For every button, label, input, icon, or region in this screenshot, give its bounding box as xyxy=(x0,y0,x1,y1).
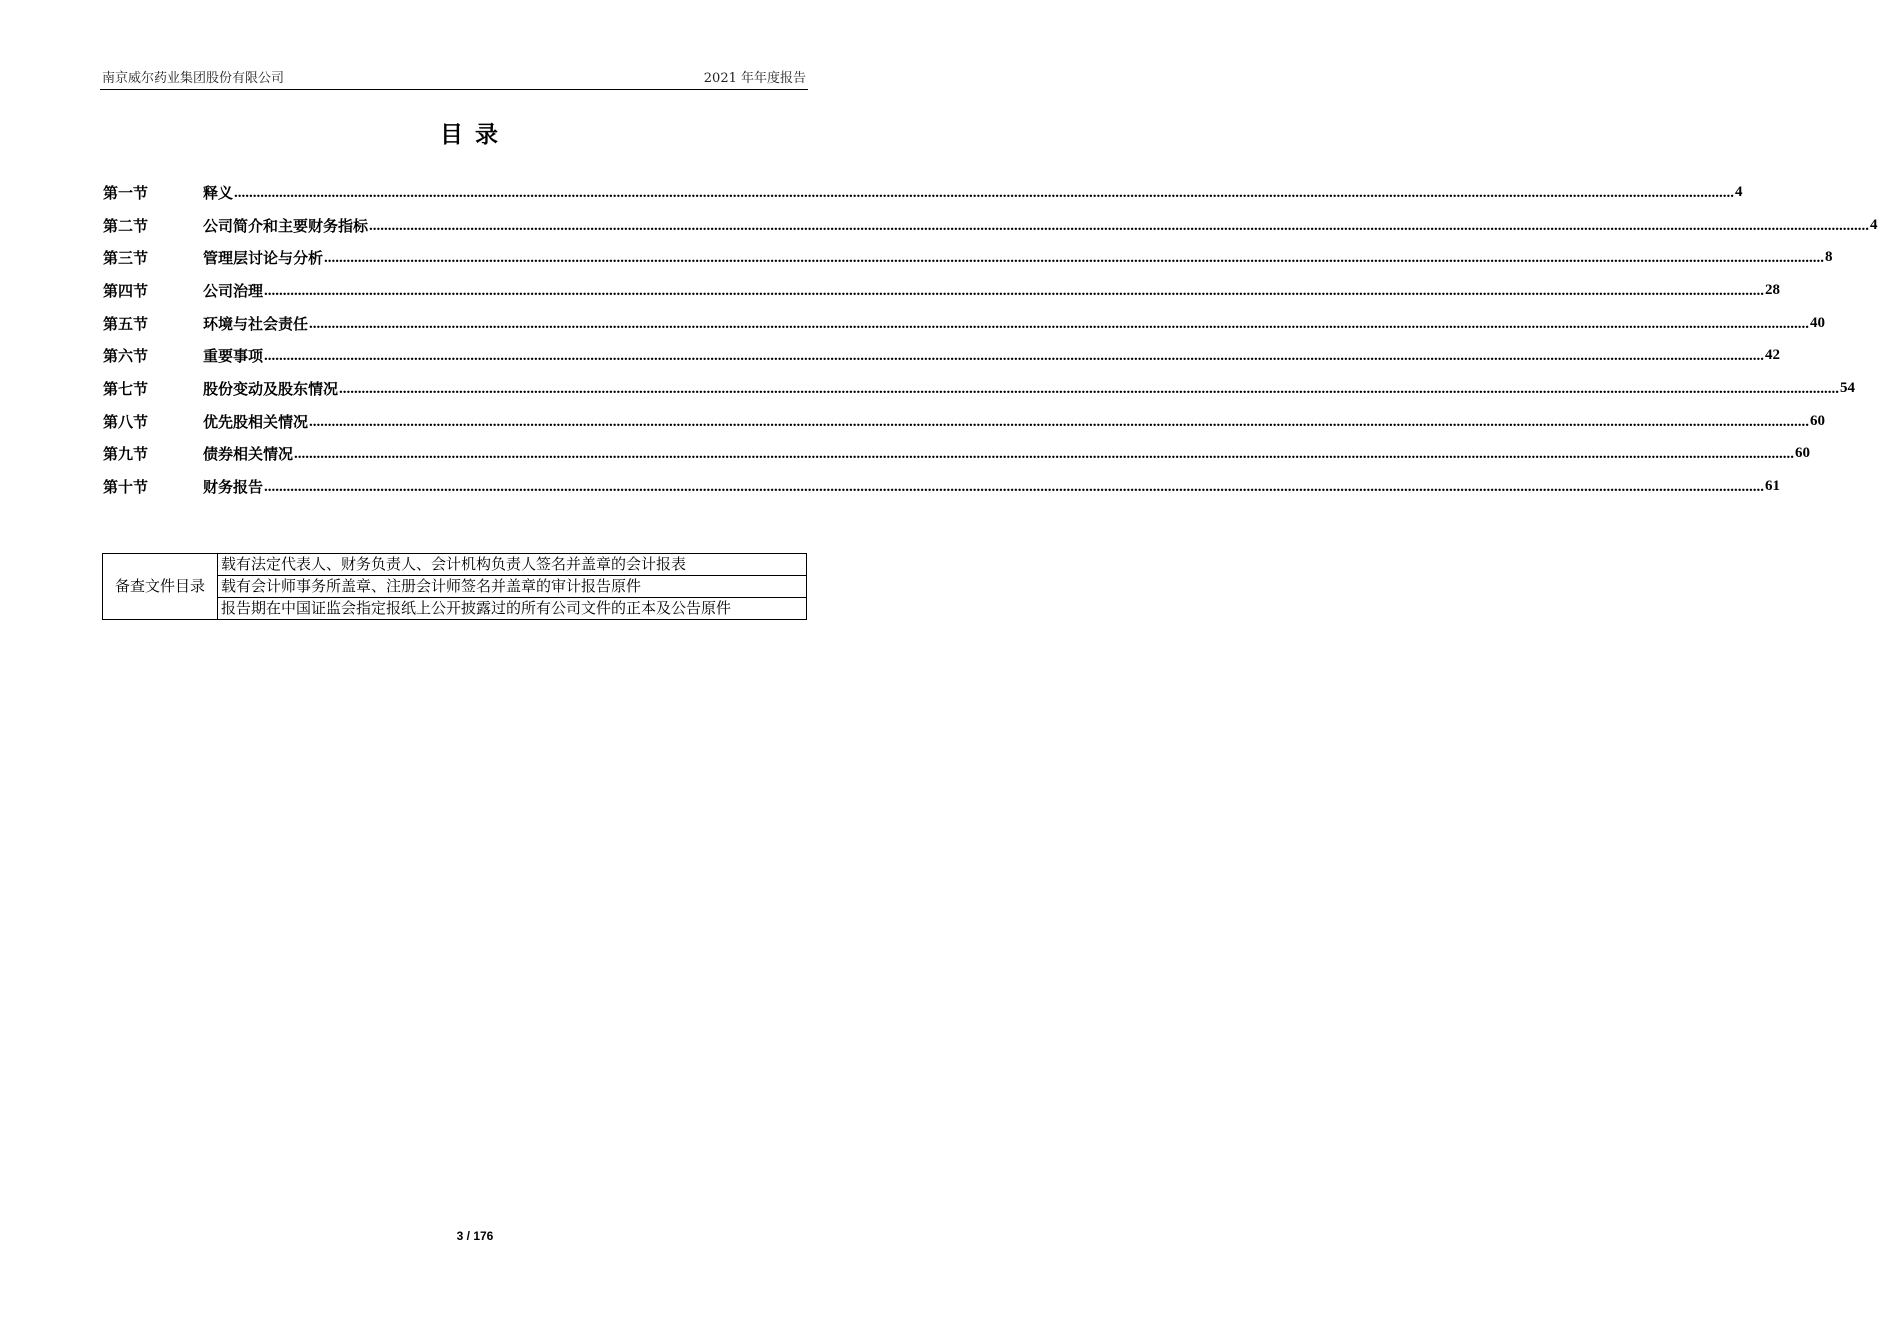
toc-row[interactable] xyxy=(103,241,1833,274)
toc-row[interactable] xyxy=(103,274,1781,307)
toc-title: 环境与社会责任 xyxy=(203,314,309,333)
toc-leader: ................................................................................................................................................................................................................................................................................................................................................................................................................ xyxy=(264,479,1765,496)
toc-section: 第九节 xyxy=(103,445,149,464)
toc-row[interactable] xyxy=(103,307,1826,340)
reference-documents-table xyxy=(102,553,807,620)
toc-page: 42 xyxy=(1765,347,1781,364)
toc-page: 61 xyxy=(1765,478,1781,495)
toc-title: 公司治理 xyxy=(203,281,264,300)
toc-leader: ................................................................................................................................................................................................................................................................................................................................................................................................................ xyxy=(294,446,1795,463)
toc-row[interactable] xyxy=(103,339,1781,372)
toc-title: 股份变动及股东情况 xyxy=(203,379,339,398)
toc-title: 管理层讨论与分析 xyxy=(203,249,324,268)
toc-row[interactable] xyxy=(103,209,1878,242)
toc-leader: ................................................................................................................................................................................................................................................................................................................................................................................................................ xyxy=(309,413,1810,430)
toc-section: 第五节 xyxy=(103,314,149,333)
page-title: 目录 xyxy=(440,122,510,148)
toc-section: 第四节 xyxy=(103,281,149,300)
toc-section: 第八节 xyxy=(103,412,149,431)
toc-leader: ................................................................................................................................................................................................................................................................................................................................................................................................................ xyxy=(264,282,1765,299)
page-header xyxy=(100,67,808,90)
toc-leader: ................................................................................................................................................................................................................................................................................................................................................................................................................ xyxy=(264,348,1765,365)
toc-leader: ................................................................................................................................................................................................................................................................................................................................................................................................................ xyxy=(309,315,1810,332)
toc-title: 优先股相关情况 xyxy=(203,412,309,431)
toc-title: 债券相关情况 xyxy=(203,445,294,464)
toc-section: 第二节 xyxy=(103,216,149,235)
toc-section: 第三节 xyxy=(103,249,149,268)
reference-label: 备查文件目录 xyxy=(103,554,218,620)
toc-leader: ................................................................................................................................................................................................................................................................................................................................................................................................................ xyxy=(369,217,1870,234)
toc-section: 第一节 xyxy=(103,183,149,202)
toc-title: 财务报告 xyxy=(203,478,264,497)
toc-row[interactable] xyxy=(103,176,1743,209)
toc-row[interactable] xyxy=(103,405,1826,438)
toc-section: 第十节 xyxy=(103,478,149,497)
toc-row[interactable] xyxy=(103,372,1856,405)
report-name: 2021 年年度报告 xyxy=(703,71,806,86)
reference-item: 载有法定代表人、财务负责人、会计机构负责人签名并盖章的会计报表 xyxy=(218,554,807,576)
toc-leader: ................................................................................................................................................................................................................................................................................................................................................................................................................ xyxy=(324,250,1825,267)
toc-title: 公司简介和主要财务指标 xyxy=(203,216,369,235)
reference-item: 载有会计师事务所盖章、注册会计师签名并盖章的审计报告原件 xyxy=(218,576,807,598)
toc-page: 54 xyxy=(1840,379,1856,396)
toc-section: 第七节 xyxy=(103,379,149,398)
toc-leader: ................................................................................................................................................................................................................................................................................................................................................................................................................ xyxy=(234,184,1735,201)
toc-row[interactable] xyxy=(103,438,1811,471)
toc-title: 释义 xyxy=(203,183,234,202)
toc-page: 28 xyxy=(1765,281,1781,298)
page-number: 3 / 176 xyxy=(456,1229,494,1243)
reference-item: 报告期在中国证监会指定报纸上公开披露过的所有公司文件的正本及公告原件 xyxy=(218,598,807,620)
table-of-contents xyxy=(103,176,1878,503)
company-name: 南京威尔药业集团股份有限公司 xyxy=(102,71,285,86)
toc-page: 4 xyxy=(1735,183,1743,200)
toc-page: 60 xyxy=(1795,445,1811,462)
toc-leader: ................................................................................................................................................................................................................................................................................................................................................................................................................ xyxy=(339,380,1840,397)
toc-page: 4 xyxy=(1870,216,1878,233)
toc-section: 第六节 xyxy=(103,347,149,366)
toc-page: 8 xyxy=(1825,249,1833,266)
toc-title: 重要事项 xyxy=(203,347,264,366)
toc-row[interactable] xyxy=(103,470,1781,503)
toc-page: 40 xyxy=(1810,314,1826,331)
toc-page: 60 xyxy=(1810,412,1826,429)
